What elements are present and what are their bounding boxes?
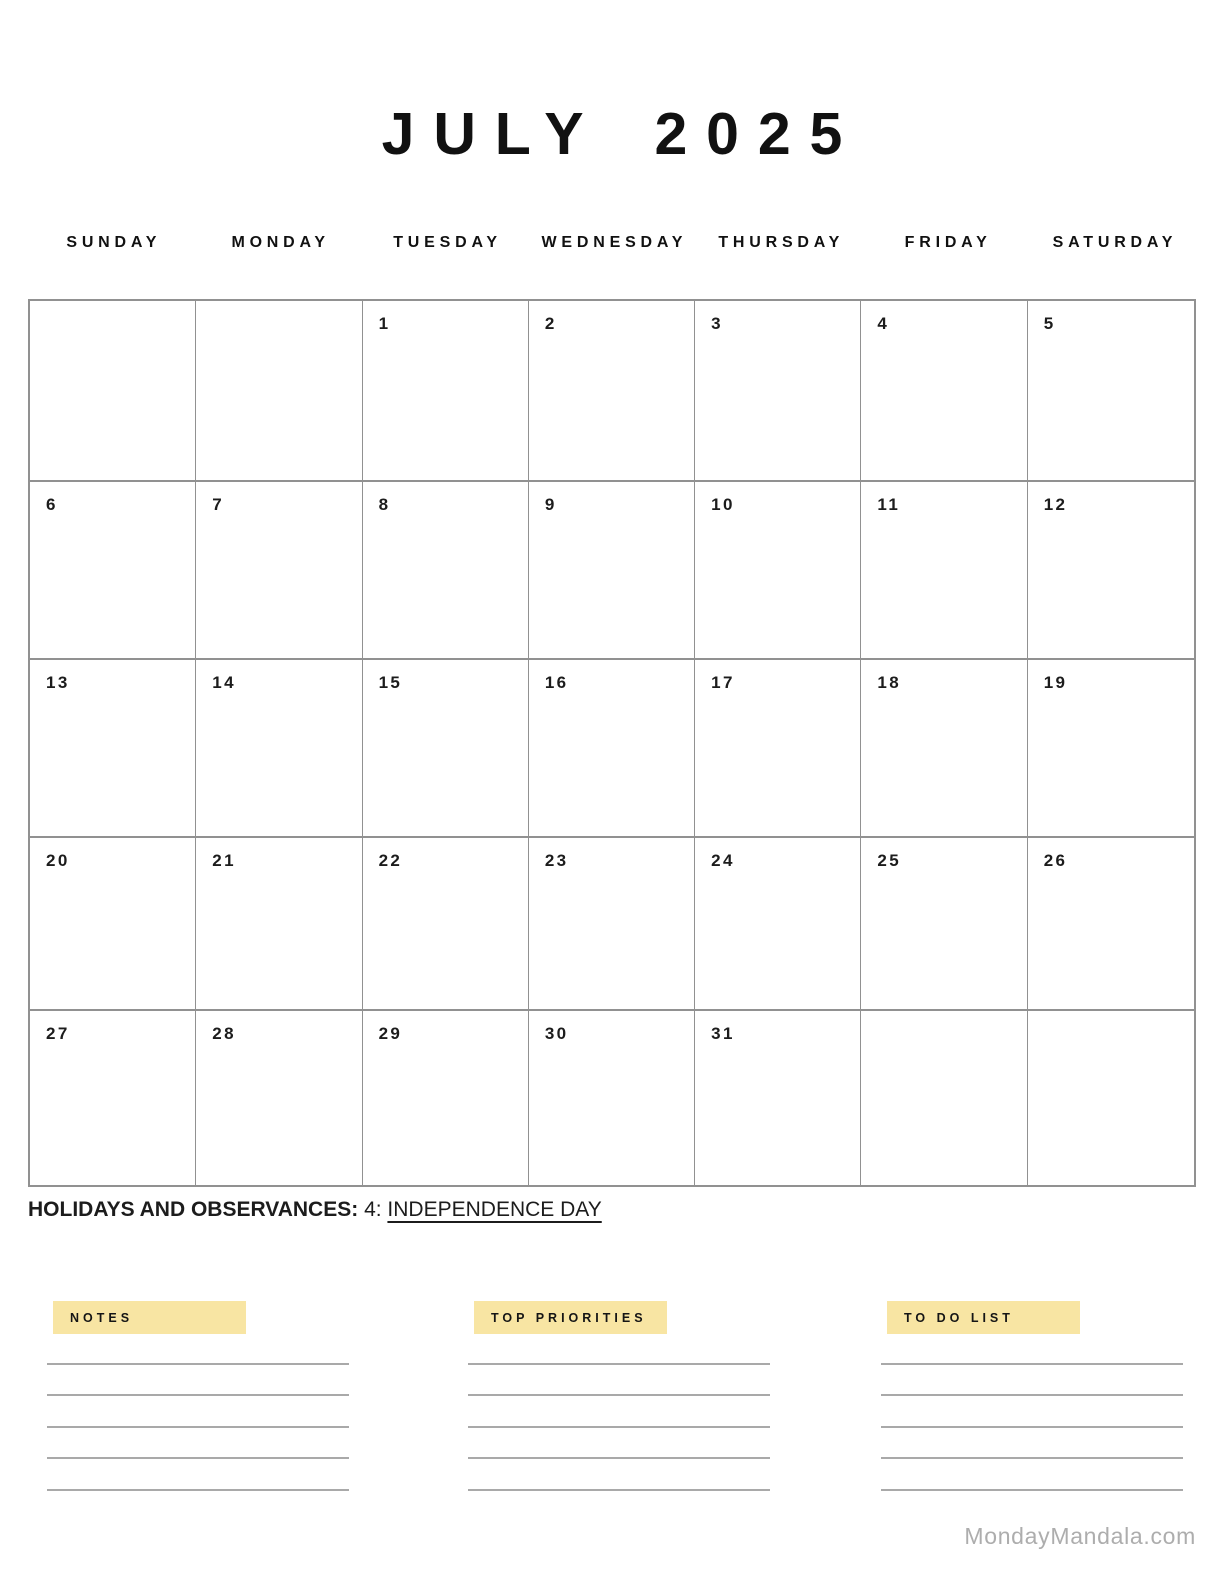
day-cell	[1028, 838, 1194, 1011]
day-cell	[861, 482, 1027, 660]
holiday-day: 4:	[364, 1198, 382, 1221]
day-number: 23	[544, 851, 569, 870]
todo-list-label: TO DO LIST	[887, 1301, 1080, 1334]
day-cell	[30, 838, 196, 1011]
day-cell	[695, 301, 861, 482]
day-cell	[363, 482, 529, 660]
day-number: 29	[378, 1024, 403, 1043]
day-number: 2	[544, 314, 557, 333]
day-cell	[529, 301, 695, 482]
holidays-heading: HOLIDAYS AND OBSERVANCES:	[28, 1198, 359, 1221]
notes-label: NOTES	[53, 1301, 246, 1334]
day-number: 18	[877, 673, 902, 692]
day-cell	[1028, 1011, 1194, 1185]
rule-line	[468, 1457, 770, 1459]
day-number: 22	[378, 851, 403, 870]
calendar-title: JULY 2025	[381, 101, 862, 167]
notes-section	[47, 1301, 349, 1520]
weekday-header-thursday: THURSDAY	[718, 234, 845, 251]
rule-line	[468, 1426, 770, 1428]
day-cell	[196, 482, 362, 660]
holidays-line	[28, 1198, 602, 1222]
day-number: 31	[711, 1024, 735, 1043]
weekday-header-monday: MONDAY	[231, 234, 330, 251]
day-cell	[695, 482, 861, 660]
day-cell	[529, 838, 695, 1011]
rule-line	[881, 1426, 1183, 1428]
rule-line	[47, 1489, 349, 1491]
day-cell	[363, 838, 529, 1011]
day-number: 16	[544, 673, 569, 692]
rule-line	[47, 1394, 349, 1396]
day-number: 17	[711, 673, 735, 692]
day-cell	[363, 1011, 529, 1185]
rule-line	[47, 1363, 349, 1365]
rule-line	[47, 1457, 349, 1459]
day-number: 9	[544, 495, 557, 514]
site-credit: MondayMandala.com	[964, 1523, 1196, 1549]
weekday-header-saturday: SATURDAY	[1052, 234, 1178, 251]
todo-list-section	[881, 1301, 1183, 1520]
day-number: 7	[212, 495, 225, 514]
day-number: 14	[212, 673, 236, 692]
day-cell	[363, 301, 529, 482]
day-cell	[695, 1011, 861, 1185]
day-number: 26	[1043, 851, 1068, 870]
day-number: 19	[1043, 673, 1068, 692]
day-number: 3	[711, 314, 723, 333]
day-number: 5	[1043, 314, 1056, 333]
rule-line	[47, 1426, 349, 1428]
top-priorities-section	[468, 1301, 770, 1520]
notes-lines	[47, 1363, 349, 1491]
day-cell	[695, 660, 861, 838]
weekday-header-wednesday: WEDNESDAY	[541, 234, 688, 251]
day-number: 15	[378, 673, 403, 692]
rule-line	[468, 1394, 770, 1396]
day-number: 24	[711, 851, 735, 870]
day-cell	[695, 838, 861, 1011]
weekday-header-friday: FRIDAY	[904, 234, 992, 251]
day-cell	[196, 1011, 362, 1185]
day-number: 27	[46, 1024, 70, 1043]
day-cell	[30, 1011, 196, 1185]
day-number: 1	[378, 314, 391, 333]
day-cell	[1028, 660, 1194, 838]
day-number: 6	[46, 495, 58, 514]
top-priorities-label: TOP PRIORITIES	[474, 1301, 667, 1334]
day-number: 30	[544, 1024, 569, 1043]
day-cell	[196, 660, 362, 838]
day-number: 25	[877, 851, 902, 870]
day-number: 28	[212, 1024, 236, 1043]
day-number: 8	[378, 495, 391, 514]
day-number: 20	[46, 851, 70, 870]
top-priorities-lines	[468, 1363, 770, 1491]
day-cell	[1028, 301, 1194, 482]
day-cell	[1028, 482, 1194, 660]
weekday-header-tuesday: TUESDAY	[393, 234, 502, 251]
rule-line	[881, 1489, 1183, 1491]
day-number: 11	[877, 495, 901, 514]
day-cell	[30, 482, 196, 660]
rule-line	[468, 1363, 770, 1365]
day-cell	[30, 301, 196, 482]
day-number: 13	[46, 673, 70, 692]
weekday-header-row	[28, 234, 1196, 252]
rule-line	[881, 1457, 1183, 1459]
day-cell	[196, 301, 362, 482]
day-number: 10	[711, 495, 735, 514]
day-cell	[529, 1011, 695, 1185]
todo-list-lines	[881, 1363, 1183, 1491]
day-number: 21	[212, 851, 236, 870]
day-number: 4	[877, 314, 890, 333]
day-cell	[861, 301, 1027, 482]
weekday-header-sunday: SUNDAY	[66, 234, 162, 251]
day-cell	[861, 838, 1027, 1011]
day-cell	[196, 838, 362, 1011]
rule-line	[881, 1363, 1183, 1365]
calendar-grid	[28, 299, 1196, 1187]
rule-line	[468, 1489, 770, 1491]
rule-line	[881, 1394, 1183, 1396]
day-cell	[861, 660, 1027, 838]
holiday-name-link[interactable]: INDEPENDENCE DAY	[387, 1198, 602, 1221]
day-cell	[363, 660, 529, 838]
day-cell	[30, 660, 196, 838]
day-cell	[529, 482, 695, 660]
day-cell	[529, 660, 695, 838]
day-cell	[861, 1011, 1027, 1185]
day-number: 12	[1043, 495, 1068, 514]
